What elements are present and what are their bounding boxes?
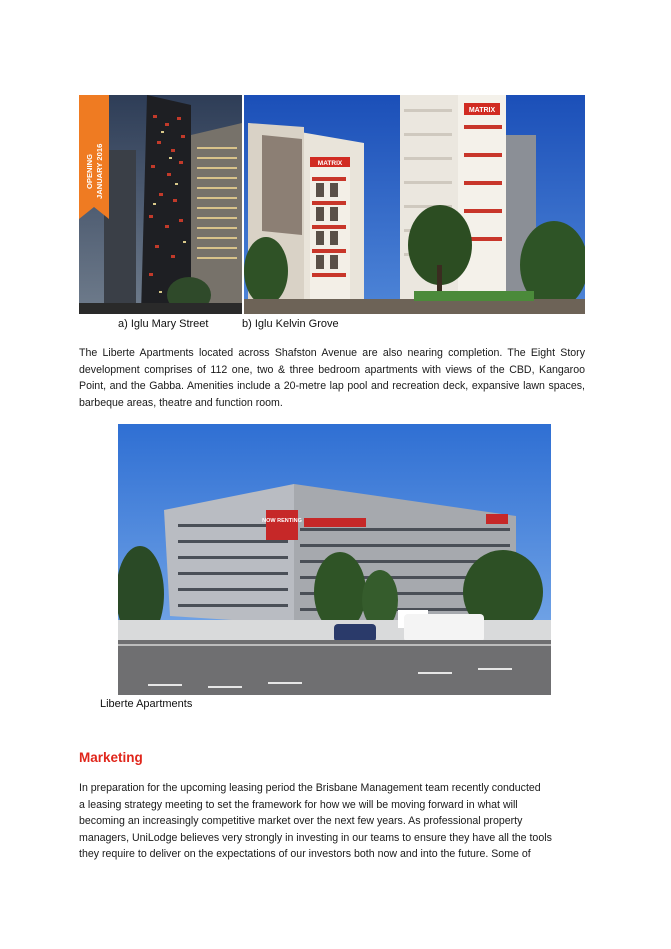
marketing-paragraph bbox=[79, 780, 599, 863]
intro-paragraph: The Liberte Apartments located across Shafston Avenue are also nearing completion. The Eight Story development comprises of 112 one, two & three bedroom apartments with views of the CBD, Kangaroo Point, and the Gabba. Amenities include a 20-metre lap pool and recreation deck, expansive lawn spaces, barbeque areas, theatre and function room. bbox=[79, 347, 585, 409]
caption-iglu-mary-street: a) Iglu Mary Street bbox=[118, 318, 209, 330]
sign-left: MATRIX bbox=[317, 160, 343, 167]
caption-iglu-kelvin-grove: b) Iglu Kelvin Grove bbox=[242, 318, 339, 330]
section-heading-marketing: Marketing bbox=[79, 750, 143, 765]
liberte-banner: NOW RENTING bbox=[262, 518, 302, 524]
marketing-line: becoming an increasingly competitive market over the next few years. As professional property bbox=[79, 815, 523, 827]
photo-iglu-mary-street bbox=[79, 95, 242, 314]
marketing-line: In preparation for the upcoming leasing period the Brisbane Management team recently conducted bbox=[79, 782, 541, 794]
sign-right: MATRIX bbox=[468, 107, 496, 114]
marketing-line: they require to deliver on the expectations of our investors both now and into the future. Some of bbox=[79, 848, 531, 860]
caption-liberte-apartments: Liberte Apartments bbox=[100, 698, 193, 710]
photo-liberte-apartments bbox=[118, 424, 551, 695]
banner-line2: JANUARY 2016 bbox=[95, 143, 104, 199]
marketing-line: managers, UniLodge believes very strongly in investing in our teams to ensure they have all the tools bbox=[79, 831, 552, 844]
banner-line1: OPENING bbox=[85, 153, 94, 189]
marketing-line: a leasing strategy meeting to set the framework for how we will be moving forward in what will bbox=[79, 798, 518, 811]
photo-iglu-kelvin-grove bbox=[244, 95, 585, 314]
